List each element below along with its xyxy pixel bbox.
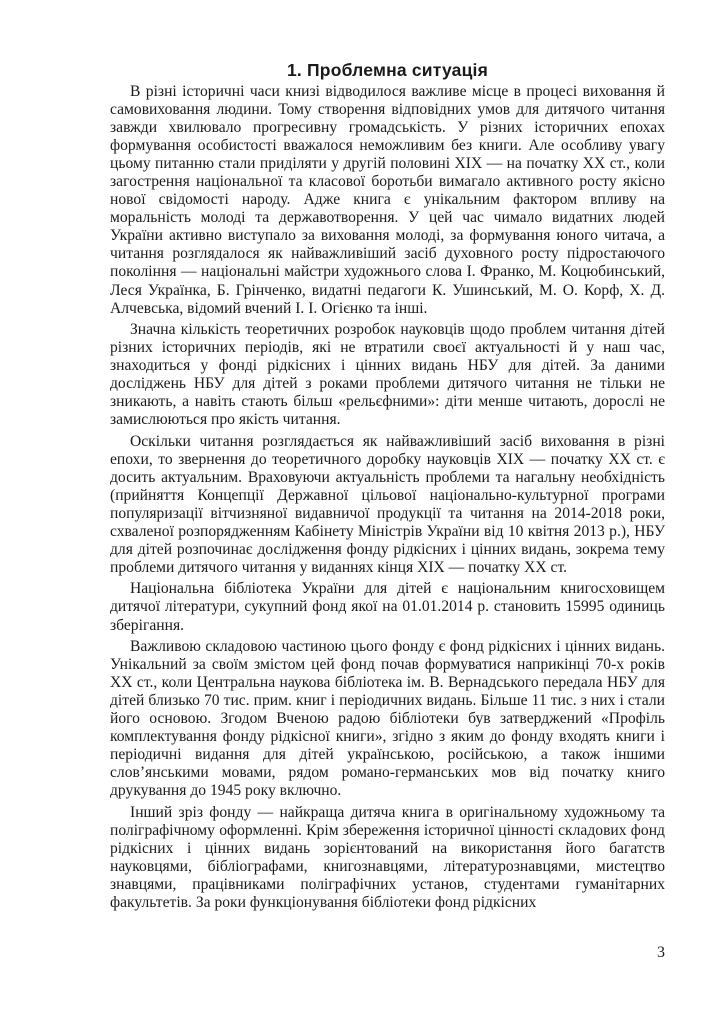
page-content xyxy=(110,60,665,915)
paragraph-5: Важливою складовою частиною цього фонду є фонд рідкісних і цінних видань. Унікальний за своїм змістом цей фонд почав формуватися наприкінці 70-х років ХХ ст., коли Центральна наукова бібліотека ім. В. Вернадського передала НБУ для дітей близько 70 тис. прим. книг і періодичних видань. Більше 11 тис. з них і стали його основою. Згодом Вченою радою бібліотеки був затверджений «Профіль комплектування фонду рідкісної книги», згідно з яким до фонду входять книги і періодичні видання для дітей українською, російською, а також іншими слов’янськими мовами, рядом романо-германських мов від початку книго друкування до 1945 року включно. xyxy=(110,637,665,800)
page-number: 3 xyxy=(657,944,665,961)
paragraph-3: Оскільки читання розглядається як найважливіший засіб виховання в різні епохи, то звернення до теоретичного доробку науковців ХІХ — початку ХХ ст. є досить актуальним. Враховуючи актуальність проблеми та нагальну необхідність (прийняття Концепції Державної цільової національно-культурної програми популяризації вітчизняної видавничої продукції та читання на 2014-2018 роки, схваленої розпорядженням Кабінету Міністрів України від 10 квітня 2013 р.), НБУ для дітей розпочинає дослідження фонду рідкісних і цінних видань, зокрема тему проблеми дитячого читання у виданнях кінця ХІХ — початку ХХ ст. xyxy=(110,432,665,576)
paragraph-1: В різні історичні часи книзі відводилося важливе місце в процесі виховання й самовиховання людини. Тому створення відповідних умов для дитячого читання завжди хвилювало прогресивну громадськість. У різних історичних епохах формування особистості вважалося неможливим без книги. Але особливу увагу цьому питанню стали приділяти у другій половині ХІХ — на початку ХХ ст., коли загострення національної та класової боротьби вимагало активного росту якісно нової свідомості народу. Адже книга є унікальним фактором впливу на моральність молоді та державотворення. У цей час чимало видатних людей України активно виступало за виховання молоді, за формування юного читача, а читання розглядалося як найважливіший засіб духовного росту підростаючого покоління — національні майстри художнього слова І. Франко, М. Коцюбинський, Леся Українка, Б. Грінченко, видатні педагоги К. Ушинський, М. О. Корф, Х. Д. Алчевська, відомий вчений І. І. Огієнко та інші. xyxy=(110,83,665,317)
paragraph-6: Інший зріз фонду — найкраща дитяча книга в оригінальному художньому та поліграфічному оформленні. Крім збереження історичної цінності складових фонд рідкісних і цінних видань зорієнтований на використання його багатств науковцями, бібліографами, книгознавцями, літературознавцями, мистецтво знавцями, працівниками поліграфічних установ, студентами гуманітарних факультетів. За роки функціонування бібліотеки фонд рідкісних xyxy=(110,803,665,912)
paragraph-2: Значна кількість теоретичних розробок науковців щодо проблем читання дітей різних історичних періодів, які не втратили своєї актуальності й у наш час, знаходиться у фонді рідкісних і цінних видань НБУ для дітей. За даними досліджень НБУ для дітей з роками проблеми дитячого читання не тільки не зникають, а навіть стають більш «рельєфними»: діти менше читають, дорослі не замислюються про якість читання. xyxy=(110,321,665,429)
paragraph-4: Національна бібліотека України для дітей є національним книгосховищем дитячої літератури, сукупний фонд якої на 01.01.2014 р. становить 15995 одиниць зберігання. xyxy=(110,580,665,634)
section-title: 1. Проблемна ситуація xyxy=(286,60,489,80)
